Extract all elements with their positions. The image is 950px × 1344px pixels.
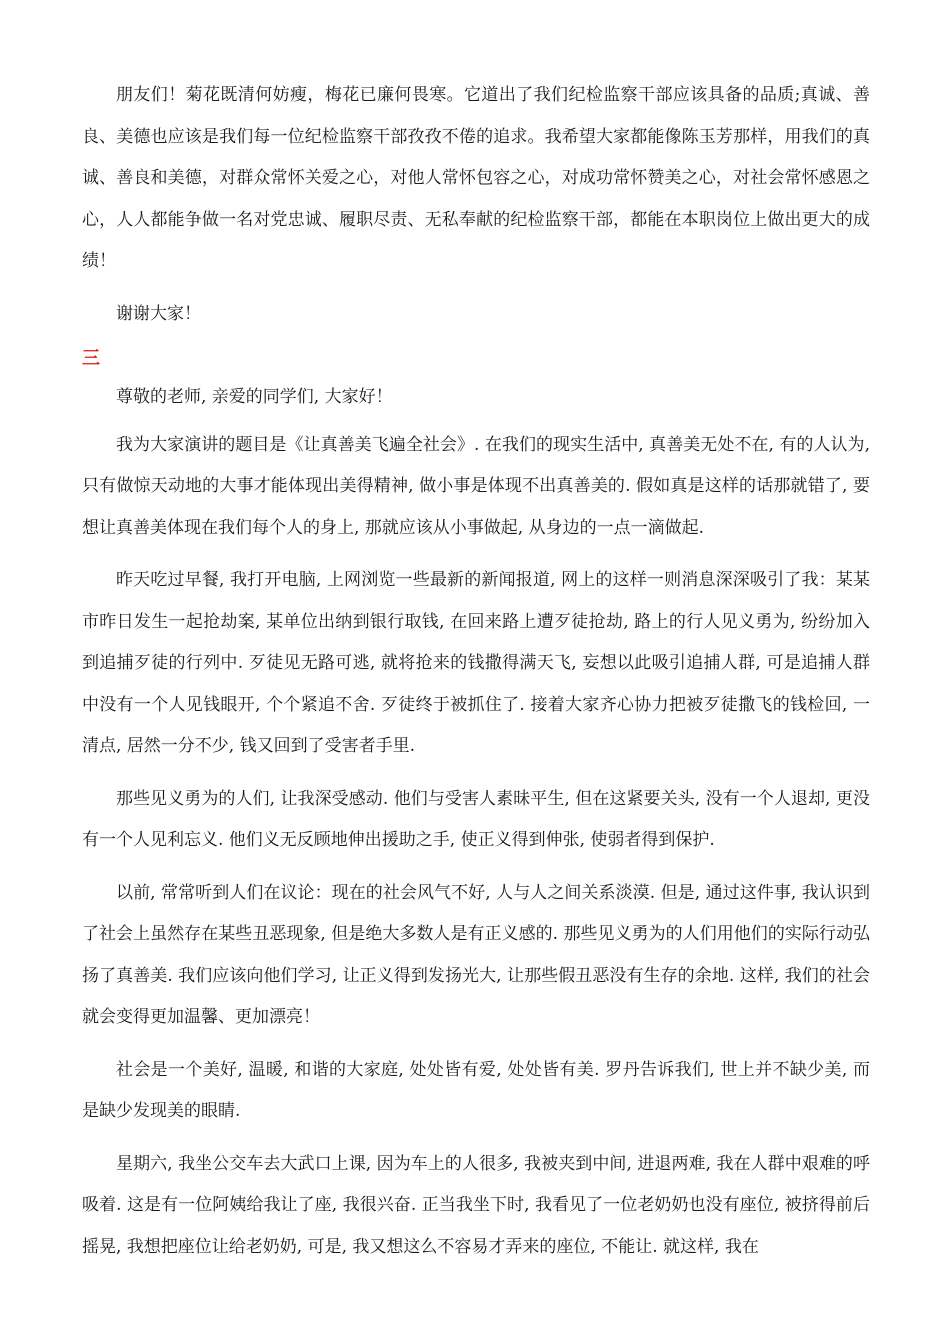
closing-thanks: 谢谢大家！: [116, 303, 201, 324]
paragraph: 以前, 常常听到人们在议论：现在的社会风气不好, 人与人之间关系淡漠. 但是, 通过这件事, 我认识到了社会上虽然存在某些丑恶现象, 但是绝大多数人是有正义感的. 那些见义勇为的人们用他们的实际行动弘扬了真善美. 我们应该向他们学习, 让正义得到发扬光大, 让那些假丑恶没有生存的余地. 这样, 我们的社会就会变得更加温馨、更加漂亮！: [82, 882, 870, 1027]
paragraph: 那些见义勇为的人们, 让我深受感动. 他们与受害人素昧平生, 但在这紧要关头, 没有一个人退却, 更没有一个人见利忘义. 他们义无反顾地伸出援助之手, 使正义得到伸张, 使弱者得到保护.: [82, 788, 870, 850]
paragraph: 我为大家演讲的题目是《让真善美飞遍全社会》. 在我们的现实生活中, 真善美无处不在, 有的人认为, 只有做惊天动地的大事才能体现出美得精神, 做小事是体现不出真善美的. 假如真是这样的话那就错了, 要想让真善美体现在我们每个人的身上, 那就应该从小事做起, 从身边的一点一滴做起.: [82, 434, 870, 538]
paragraph: 朋友们！菊花既清何妨瘦，梅花已廉何畏寒。它道出了我们纪检监察干部应该具备的品质;真诚、善良、美德也应该是我们每一位纪检监察干部孜孜不倦的追求。我希望大家都能像陈玉芳那样，用我们的真诚、善良和美德，对群众常怀关爱之心，对他人常怀包容之心，对成功常怀赞美之心，对社会常怀感恩之心，人人都能争做一名对党忠诚、履职尽责、无私奉献的纪检监察干部，都能在本职岗位上做出更大的成绩！: [82, 85, 870, 271]
paragraph: 社会是一个美好, 温暖, 和谐的大家庭, 处处皆有爱, 处处皆有美. 罗丹告诉我们, 世上并不缺少美, 而是缺少发现美的眼睛.: [82, 1059, 870, 1121]
paragraph: 昨天吃过早餐, 我打开电脑, 上网浏览一些最新的新闻报道, 网上的这样一则消息深深吸引了我：某某市昨日发生一起抢劫案, 某单位出纳到银行取钱, 在回来路上遭歹徒抢劫, 路上的行人见义勇为, 纷纷加入到追捕歹徒的行列中. 歹徒见无路可逃, 就将抢来的钱撒得满天飞, 妄想以此吸引追捕人群, 可是追捕人群中没有一个人见钱眼开, 个个紧追不舍. 歹徒终于被抓住了. 接着大家齐心协力把被歹徒撒飞的钱检回, 一清点, 居然一分不少, 钱又回到了受害者手里.: [82, 570, 870, 756]
section-heading: 三: [82, 348, 100, 369]
greeting: 尊敬的老师, 亲爱的同学们, 大家好！: [116, 387, 393, 407]
paragraph: 星期六, 我坐公交车去大武口上课, 因为车上的人很多, 我被夹到中间, 进退两难, 我在人群中艰难的呼吸着. 这是有一位阿姨给我让了座, 我很兴奋. 正当我坐下时, 我看见了一位老奶奶也没有座位, 被挤得前后摇晃, 我想把座位让给老奶奶, 可是, 我又想这么不容易才弄来的座位, 不能让. 就这样, 我在: [82, 1153, 870, 1257]
